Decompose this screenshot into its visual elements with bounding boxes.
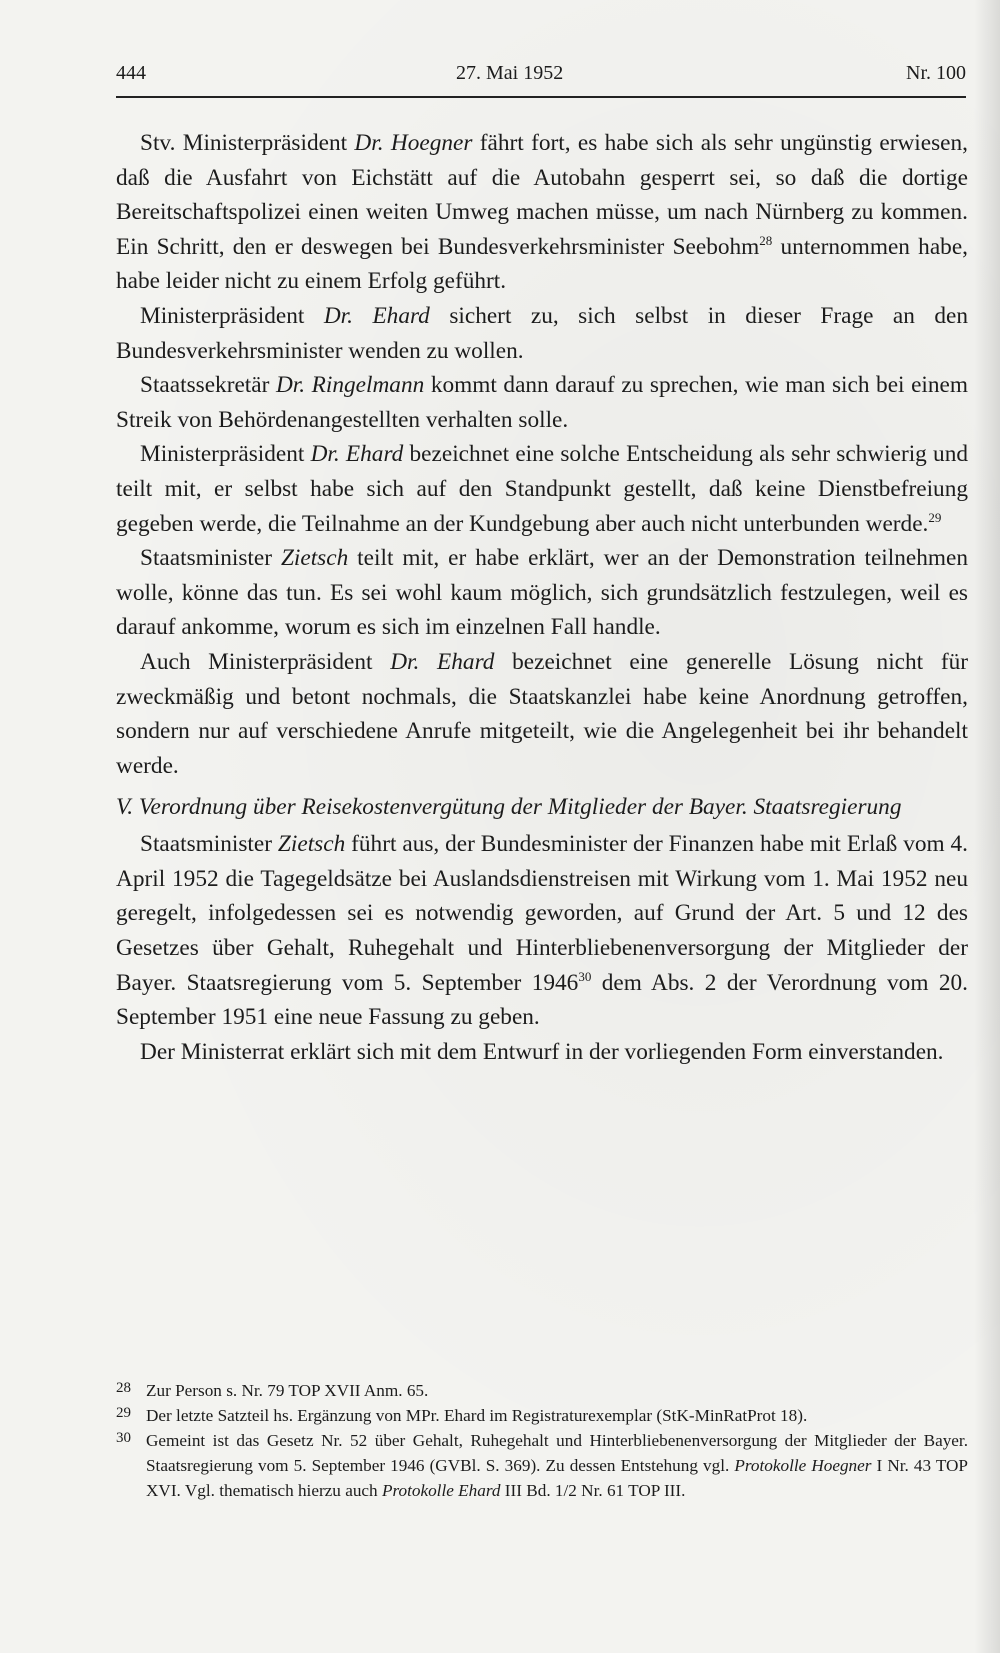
footnote-ref-30[interactable]: 30 [578, 968, 592, 984]
title-dr: Dr. [323, 302, 353, 329]
text-run [419, 649, 437, 675]
text-run: fährt fort, es habe sich als sehr ungünstig erwiesen, daß die Ausfahrt von Eichstätt auf die Autobahn gesperrt sei, so daß die dortige Bereitschaftspolizei einen weiten Umweg machen müsse, um nach Nürnberg zu kommen. Ein Schritt, den er deswegen bei Bundesverkehrsminister Seebohm [116, 130, 968, 260]
text-run [353, 303, 372, 329]
footnote-30 [116, 1428, 968, 1503]
text-run: Staatsminister [140, 545, 281, 572]
text-run: unternommen habe, habe leider nicht zu einem Erfolg geführt. [116, 233, 968, 295]
document-number: Nr. 100 [906, 62, 966, 84]
text-run: Der letzte Satzteil hs. Ergänzung von MPr. Ehard im Registraturexemplar (StK-MinRatProt 18). [146, 1406, 808, 1425]
page-header [116, 62, 966, 92]
speaker-name: Ehard [437, 648, 495, 675]
speaker-name: Ehard [345, 441, 404, 468]
text-run: III Bd. 1/2 Nr. 61 TOP III. [500, 1481, 686, 1500]
text-run: dem Abs. 2 der Verordnung vom 20. September 1951 eine neue Fassung zu geben. [116, 969, 968, 1031]
footnote-text [146, 1403, 968, 1428]
text-run: teilt mit, er habe erklärt, wer an der Demonstration teilnehmen wolle, könne das tun. Es sei wohl kaum möglich, sich grundsätzlich festzulegen, weil es darauf ankomme, worum es sich im einzelnen Fall handle. [116, 545, 968, 641]
footnote-number: 29 [116, 1405, 131, 1421]
paragraph-4 [116, 437, 968, 541]
footnote-number: 30 [116, 1430, 131, 1446]
text-run: bezeichnet eine generelle Lösung nicht für zweckmäßig und betont nochmals, die Staatskanzlei habe keine Anordnung getroffen, sondern nur auf verschiedene Anrufe mitgeteilt, wie die Angelegenheit bei ihr behandelt werde. [116, 648, 969, 779]
paragraph-5 [116, 541, 968, 645]
citation-title: Protokolle Ehard [381, 1481, 501, 1500]
footnote-ref-29[interactable]: 29 [928, 509, 942, 525]
header-rule [116, 96, 966, 98]
footnote-28 [116, 1378, 968, 1403]
title-dr: Dr. [354, 130, 384, 156]
body-text [116, 126, 968, 1069]
title-dr: Dr. [275, 372, 306, 399]
paragraph-8 [116, 1035, 968, 1070]
text-run: Staatssekretär [140, 372, 276, 399]
paragraph-7 [116, 827, 968, 1035]
citation-title: Protokolle Hoegner [734, 1456, 872, 1475]
text-run: Auch Ministerpräsident [140, 648, 391, 675]
speaker-name: Hoegner [390, 130, 473, 156]
page-number: 444 [116, 62, 146, 84]
text-run: Der Ministerrat erklärt sich mit dem Entwurf in der vorliegenden Form einverstanden. [140, 1038, 944, 1065]
paragraph-1 [116, 126, 968, 299]
text-run [305, 372, 312, 398]
paragraph-3 [116, 368, 968, 437]
page-edge-shadow [974, 0, 1000, 1653]
text-run: Ministerpräsident [140, 302, 324, 329]
text-run: sichert zu, sich selbst in dieser Frage an den Bundesverkehrsminister wenden zu wollen. [116, 302, 969, 364]
text-run: führt aus, der Bundesminister der Finanzen habe mit Erlaß vom 4. April 1952 die Tagegeldsätze bei Auslandsdienstreisen mit Wirkung vom 1. Mai 1952 neu geregelt, infolgedessen sei es notwendig geworden, auf Grund der Art. 5 und 12 des Gesetzes über Gehalt, Ruhegehalt und Hinterbliebenenversorgung der Mitglieder der Bayer. Staatsregierung vom 5. September 1946 [116, 831, 968, 996]
speaker-name: Zietsch [280, 545, 349, 572]
footnote-29 [116, 1403, 968, 1428]
text-run: Zur Person s. Nr. 79 TOP XVII Anm. 65. [146, 1381, 429, 1400]
text-run: Stv. Ministerpräsident [140, 130, 355, 156]
text-run: Gemeint ist das Gesetz Nr. 52 über Gehalt, Ruhegehalt und Hinterbliebenenversorgung der Mitglieder der Bayer. Staatsregierung vom 5. September 1946 (GVBl. S. 369). Zu dessen Entstehung vgl. [146, 1431, 968, 1475]
footnote-number: 28 [116, 1380, 131, 1396]
text-run: kommt dann darauf zu sprechen, wie man sich bei einem Streik von Behördenangestellten verhalten solle. [116, 372, 969, 433]
footnote-ref-28[interactable]: 28 [759, 232, 773, 248]
text-run: Staatsminister [140, 831, 278, 858]
speaker-name: Ringelmann [311, 372, 425, 399]
speaker-name: Zietsch [277, 831, 346, 858]
text-run: bezeichnet eine solche Entscheidung als sehr schwierig und teilt mit, er selbst habe sich auf den Standpunkt gestellt, daß keine Dienstbefreiung gegeben werde, die Teilnahme an der Kundgebung aber auch nicht unterbunden werde. [116, 441, 968, 537]
title-dr: Dr. [390, 648, 420, 675]
footnote-text [146, 1378, 968, 1403]
text-run: I Nr. 43 TOP XVI. Vgl. thematisch hierzu auch [146, 1456, 968, 1500]
footnotes [116, 1378, 968, 1503]
paragraph-2 [116, 299, 968, 368]
paragraph-6 [116, 645, 968, 783]
agenda-heading: V. Verordnung über Reisekostenvergütung der Mitglieder der Bayer. Staatsregierung [116, 794, 902, 821]
title-dr: Dr. [310, 441, 340, 468]
text-run [384, 130, 391, 156]
header-date: 27. Mai 1952 [456, 62, 564, 84]
text-run: Ministerpräsident [140, 441, 311, 468]
speaker-name: Ehard [372, 302, 430, 329]
footnote-text [146, 1428, 968, 1503]
